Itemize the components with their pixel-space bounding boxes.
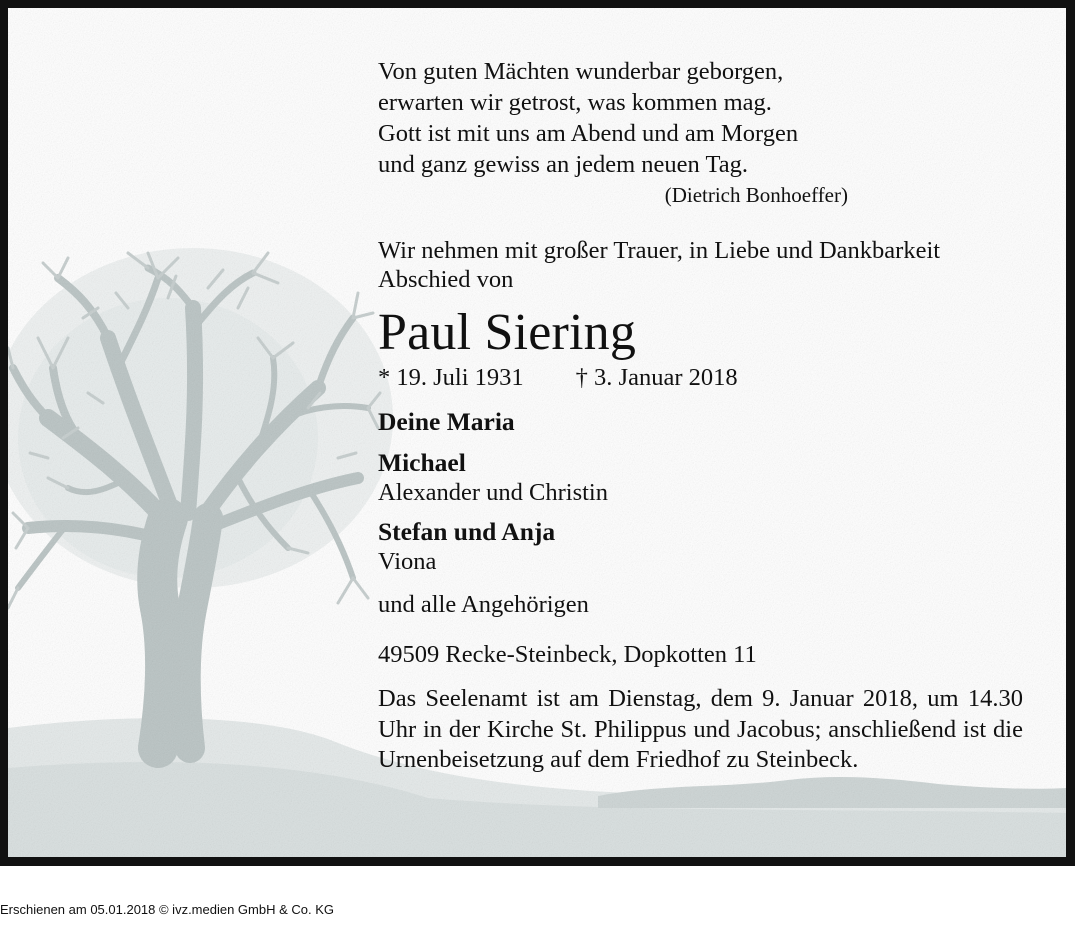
life-dates bbox=[378, 363, 1023, 393]
mourner-wife: Deine Maria bbox=[378, 407, 515, 436]
poem-author: (Dietrich Bonhoeffer) bbox=[664, 183, 848, 207]
poem-line: Gott ist mit uns am Abend und am Morgen bbox=[378, 120, 799, 147]
mourner-others: und alle Angehörigen bbox=[378, 591, 589, 618]
obituary-notice bbox=[8, 8, 1066, 857]
poem-line: und ganz gewiss an jedem neuen Tag. bbox=[378, 151, 748, 178]
mourner-son: Stefan und Anja bbox=[378, 517, 556, 546]
poem-line: erwarten wir getrost, was kommen mag. bbox=[378, 89, 772, 116]
mourner-son: Michael bbox=[378, 448, 466, 477]
death-date: † 3. Januar 2018 bbox=[575, 364, 738, 391]
mourner-family: Alexander und Christin bbox=[378, 479, 608, 506]
service-info: Das Seelenamt ist am Dienstag, dem 9. Januar 2018, um 14.30 Uhr in der Kirche St. Philippus und Jacobus; anschließend ist die Urnenbeisetzung auf dem Friedhof zu Steinbeck. bbox=[378, 685, 1023, 773]
poem-line: Von guten Mächten wunderbar geborgen, bbox=[378, 58, 784, 85]
deceased-name: Paul Siering bbox=[378, 304, 637, 361]
address: 49509 Recke-Steinbeck, Dopkotten 11 bbox=[378, 641, 757, 668]
intro-line: Wir nehmen mit großer Trauer, in Liebe und Dankbarkeit bbox=[378, 237, 941, 264]
intro-line: Abschied von bbox=[378, 266, 514, 293]
mourner-family: Viona bbox=[378, 548, 437, 575]
publication-footer: Erschienen am 05.01.2018 © ivz.medien GmbH & Co. KG bbox=[0, 902, 335, 917]
intro-text bbox=[378, 236, 1023, 294]
notice-text bbox=[378, 56, 1023, 776]
birth-date: * 19. Juli 1931 bbox=[378, 364, 524, 391]
poem bbox=[378, 56, 1023, 210]
